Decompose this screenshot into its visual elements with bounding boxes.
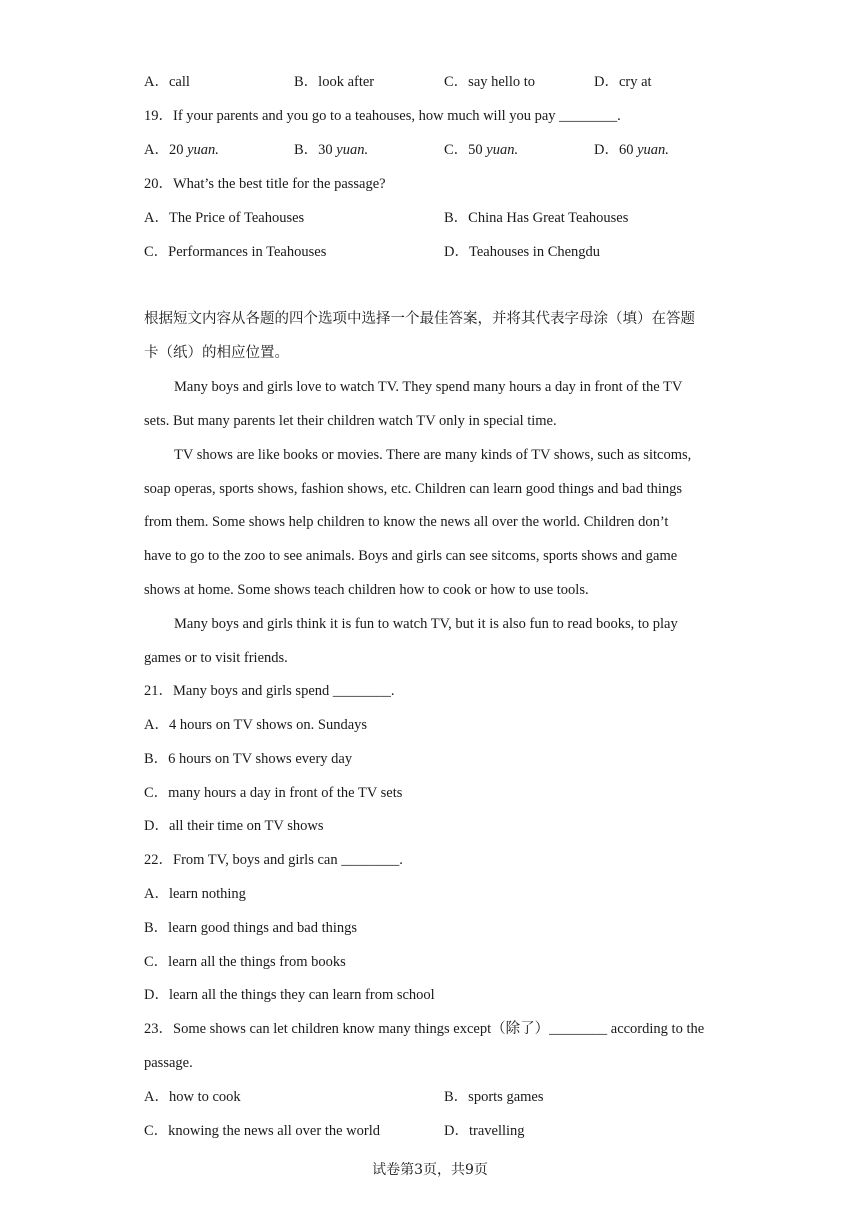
passage-line: from them. Some shows help children to know the news all over the world. Children don’t (144, 514, 669, 530)
passage-line: sets. But many parents let their children watch TV only in special time. (144, 413, 557, 429)
q23-option-c[interactable]: C．knowing the news all over the world (144, 1123, 380, 1139)
q18-option-a[interactable]: A．call (144, 74, 190, 90)
passage-line: TV shows are like books or movies. There are many kinds of TV shows, such as sitcoms, (174, 447, 692, 463)
q20-option-c[interactable]: C．Performances in Teahouses (144, 244, 327, 260)
q22-stem: 22．From TV, boys and girls can ________. (144, 852, 403, 868)
q20-stem: 20．What’s the best title for the passage? (144, 176, 386, 192)
q19-option-c-label: C．50 (444, 142, 487, 158)
q21-stem: 21．Many boys and girls spend ________. (144, 683, 395, 699)
q22-option-b[interactable]: B．learn good things and bad things (144, 920, 358, 936)
passage-line: shows at home. Some shows teach children how to cook or how to use tools. (144, 582, 589, 598)
passage-line: have to go to the zoo to see animals. Boys and girls can see sitcoms, sports shows and game (144, 548, 678, 564)
instructions-line-2: 卡（纸）的相应位置。 (144, 345, 289, 361)
q23-stem-line-1: 23．Some shows can let children know many things except（除了）________ according to the (144, 1021, 705, 1037)
q19-option-b-label: B．30 (294, 142, 337, 158)
q18-option-b[interactable]: B．look after (294, 74, 375, 90)
q22-option-d[interactable]: D．learn all the things they can learn from school (144, 987, 435, 1003)
q21-option-a[interactable]: A．4 hours on TV shows on. Sundays (144, 717, 368, 733)
q19-option-d-label: D．60 (594, 142, 638, 158)
q23-option-d[interactable]: D．travelling (444, 1123, 525, 1139)
q23-option-b[interactable]: B．sports games (444, 1089, 544, 1105)
q23-stem-line-2: passage. (144, 1055, 193, 1071)
q19-option-a[interactable] (144, 140, 219, 160)
q22-option-c[interactable]: C．learn all the things from books (144, 954, 346, 970)
q21-option-b[interactable]: B．6 hours on TV shows every day (144, 751, 353, 767)
q19-option-c[interactable] (444, 140, 518, 160)
q22-option-a[interactable]: A．learn nothing (144, 886, 246, 902)
instructions-line-1: 根据短文内容从各题的四个选项中选择一个最佳答案，并将其代表字母涂（填）在答题 (144, 311, 695, 327)
q19-option-a-unit: yuan. (187, 142, 219, 158)
passage-line: soap operas, sports shows, fashion shows, etc. Children can learn good things and bad things (144, 481, 683, 497)
page-footer: 试卷第3页，共9页 (372, 1162, 488, 1178)
q19-option-d[interactable] (594, 140, 669, 160)
q18-option-c[interactable]: C．say hello to (444, 74, 536, 90)
q21-option-c[interactable]: C．many hours a day in front of the TV sets (144, 785, 403, 801)
q21-option-d[interactable]: D．all their time on TV shows (144, 818, 324, 834)
q19-option-a-label: A．20 (144, 142, 188, 158)
q20-option-b[interactable]: B．China Has Great Teahouses (444, 210, 629, 226)
q19-option-b[interactable] (294, 140, 368, 160)
passage-line: games or to visit friends. (144, 650, 288, 666)
q19-option-d-unit: yuan. (637, 142, 669, 158)
passage-line: Many boys and girls love to watch TV. They spend many hours a day in front of the TV (174, 379, 683, 395)
q19-option-c-unit: yuan. (486, 142, 519, 158)
q23-option-a[interactable]: A．how to cook (144, 1089, 241, 1105)
q19-option-b-unit: yuan. (336, 142, 369, 158)
q19-stem: 19．If your parents and you go to a teahouses, how much will you pay ________. (144, 108, 621, 124)
q18-option-d[interactable]: D．cry at (594, 74, 652, 90)
q20-option-d[interactable]: D．Teahouses in Chengdu (444, 244, 601, 260)
q20-option-a[interactable]: A．The Price of Teahouses (144, 210, 305, 226)
passage-line: Many boys and girls think it is fun to watch TV, but it is also fun to read books, to play (174, 616, 678, 632)
